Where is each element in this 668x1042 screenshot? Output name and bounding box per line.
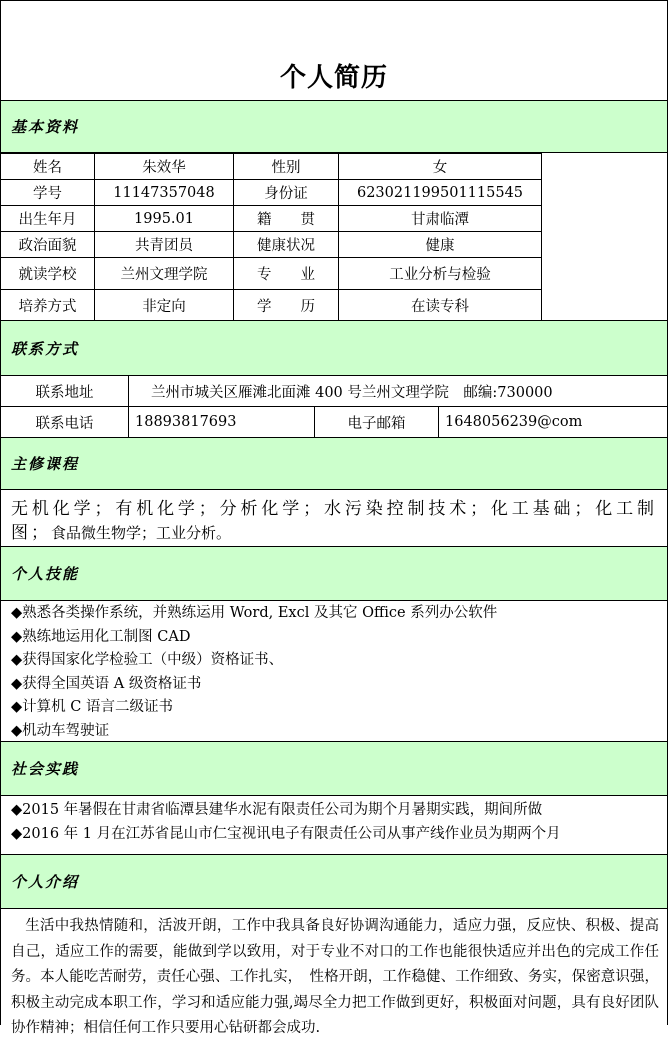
skill-item: ◆熟悉各类操作系统，并熟练运用 Word, Excl 及其它 Office 系列办公软件 bbox=[11, 605, 498, 621]
skills-list bbox=[0, 600, 668, 742]
intro-text bbox=[0, 908, 668, 1036]
phone-value: 18893817693 bbox=[128, 406, 315, 438]
skill-item: ◆计算机 C 语言二级证书 bbox=[11, 699, 173, 715]
practice-item: ◆2015 年暑假在甘肃省临潭县建华水泥有限责任公司为期个月暑期实践，期间所做 bbox=[11, 802, 543, 818]
skill-item: ◆获得全国英语 A 级资格证书 bbox=[11, 675, 202, 692]
email-label: 电子邮箱 bbox=[314, 406, 439, 438]
skill-item: ◆熟练地运用化工制图 CAD bbox=[11, 628, 191, 645]
basic-row-5-value-2: 工业分析与检验 bbox=[338, 257, 542, 290]
basic-row-3-value-1: 1995.01 bbox=[94, 205, 234, 232]
basic-row-1-value-1: 朱效华 bbox=[94, 153, 234, 180]
basic-row-6-label-2: 学 历 bbox=[233, 289, 339, 322]
basic-row-2-value-1: 11147357048 bbox=[94, 179, 234, 206]
basic-row-1-value-2: 女 bbox=[338, 153, 542, 180]
page-title: 个人简历 bbox=[279, 63, 388, 93]
courses-line-2: 食品微生物学；工业分析。 bbox=[51, 524, 232, 542]
basic-row-3-label-2: 籍 贯 bbox=[233, 205, 339, 232]
skill-item: ◆获得国家化学检验工（中级）资格证书、 bbox=[11, 652, 284, 668]
basic-row-3-label-1: 出生年月 bbox=[0, 205, 95, 232]
practice-list bbox=[0, 795, 668, 855]
basic-row-4-value-1: 共青团员 bbox=[94, 231, 234, 258]
section-basic-header: 基本资料 bbox=[0, 100, 668, 153]
title-area bbox=[0, 0, 668, 101]
section-intro-header: 个人介绍 bbox=[0, 854, 668, 909]
section-practice-header: 社会实践 bbox=[0, 741, 668, 796]
section-skills-header: 个人技能 bbox=[0, 546, 668, 601]
intro-paragraph: 生活中我热情随和，活波开朗，工作中我具备良好协调沟通能力，适应力强，反应快、积极、提高自己，适应工作的需要，能做到学以致用，对于专业不对口的工作也能很快适应并出色的完成工作任务。本人能吃苦耐劳，责任心强、工作扎实， 性格开朗，工作稳健、工作细致、务实，保密意识强，积极主动完成本职工作，学习和适应能力强,竭尽全力把工作做到更好，积极面对问题，具有良好团队协作精神；相信任何工作只要用心钻研都会成功. bbox=[11, 918, 659, 1036]
section-contact-header: 联系方式 bbox=[0, 320, 668, 376]
skill-item: ◆机动车驾驶证 bbox=[11, 722, 110, 739]
basic-row-1-label-1: 姓名 bbox=[0, 153, 95, 180]
basic-row-4-value-2: 健康 bbox=[338, 231, 542, 258]
address-value: 兰州市城关区雁滩北面滩 400 号兰州文理学院 邮编:730000 bbox=[128, 375, 668, 407]
courses-line-1: 无机化学；有机化学；分析化学；水污染控制技术；化工基础；化工制图； bbox=[11, 499, 657, 543]
basic-row-3-value-2: 甘肃临潭 bbox=[338, 205, 542, 232]
phone-label: 联系电话 bbox=[0, 406, 129, 438]
basic-row-4-label-2: 健康状况 bbox=[233, 231, 339, 258]
basic-row-5-label-1: 就读学校 bbox=[0, 257, 95, 290]
basic-row-4-label-1: 政治面貌 bbox=[0, 231, 95, 258]
email-value: 1648056239@com bbox=[438, 406, 668, 438]
section-courses-header: 主修课程 bbox=[0, 437, 668, 490]
courses-text bbox=[0, 489, 668, 547]
basic-row-5-label-2: 专 业 bbox=[233, 257, 339, 290]
address-label: 联系地址 bbox=[0, 375, 129, 407]
basic-row-5-value-1: 兰州文理学院 bbox=[94, 257, 234, 290]
basic-row-1-label-2: 性别 bbox=[233, 153, 339, 180]
basic-row-2-label-2: 身份证 bbox=[233, 179, 339, 206]
basic-row-6-label-1: 培养方式 bbox=[0, 289, 95, 322]
basic-row-2-label-1: 学号 bbox=[0, 179, 95, 206]
basic-row-2-value-2: 623021199501115545 bbox=[338, 179, 542, 206]
basic-row-6-value-2: 在读专科 bbox=[338, 289, 542, 322]
basic-row-6-value-1: 非定向 bbox=[94, 289, 234, 322]
practice-item: ◆2016 年 1 月在江苏省昆山市仁宝视讯电子有限责任公司从事产线作业员为期两个月 bbox=[11, 825, 561, 842]
